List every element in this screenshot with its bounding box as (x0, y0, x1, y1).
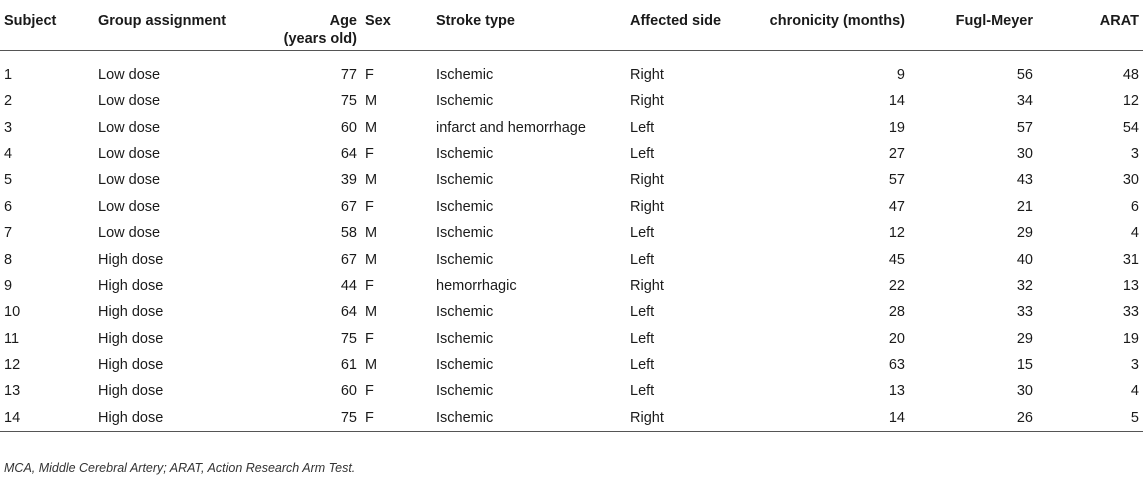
cell-affected-side: Left (630, 251, 655, 268)
cell-subject: 1 (4, 67, 13, 84)
cell-subject: 3 (4, 119, 13, 136)
header-stroke-type: Stroke type (432, 0, 626, 50)
cell-arat: 48 (1122, 67, 1139, 84)
cell-group-assignment: Low dose (98, 172, 161, 189)
cell-chronicity: 22 (888, 277, 905, 294)
cell-chronicity: 47 (888, 198, 905, 215)
cell-affected-side: Right (630, 277, 664, 294)
cell-stroke-type: Ischemic (436, 225, 494, 242)
cell-group-assignment: High dose (98, 304, 164, 321)
cell-chronicity: 19 (888, 119, 905, 136)
cell-affected-side: Right (630, 172, 664, 189)
cell-affected-side: Right (630, 198, 664, 215)
cell-affected-side: Right (626, 405, 737, 431)
cell-group-assignment: High dose (98, 251, 164, 268)
cell-chronicity: 20 (888, 330, 905, 347)
cell-arat: 31 (1122, 251, 1139, 268)
cell-sex: M (365, 119, 378, 136)
cell-chronicity: 57 (888, 172, 905, 189)
table-row (0, 246, 1143, 272)
cell-sex: F (365, 67, 374, 84)
cell-group-assignment: Low dose (98, 67, 161, 84)
cell-subject: 5 (4, 172, 13, 189)
cell-affected-side: Left (630, 225, 655, 242)
cell-sex: F (365, 277, 374, 294)
table-row (0, 167, 1143, 193)
cell-subject: 6 (4, 198, 13, 215)
cell-subject: 2 (4, 93, 13, 110)
cell-fugl-meyer: 40 (1016, 251, 1033, 268)
cell-sex: M (365, 93, 378, 110)
cell-affected-side: Left (630, 119, 655, 136)
table-row (0, 50, 1143, 88)
cell-subject: 8 (4, 251, 13, 268)
cell-subject: 10 (4, 304, 21, 321)
cell-age: 39 (340, 172, 357, 189)
cell-subject: 7 (4, 225, 13, 242)
cell-subject: 9 (4, 277, 13, 294)
cell-sex: F (365, 330, 374, 347)
cell-arat: 6 (1130, 198, 1139, 215)
table-row (0, 352, 1143, 378)
table-row (0, 326, 1143, 352)
cell-fugl-meyer: 32 (1016, 277, 1033, 294)
cell-fugl-meyer: 43 (1016, 172, 1033, 189)
cell-fugl-meyer: 15 (1016, 357, 1033, 374)
cell-affected-side: Left (630, 357, 655, 374)
cell-chronicity: 13 (888, 383, 905, 400)
cell-group-assignment: Low dose (98, 225, 161, 242)
header-fugl-meyer: Fugl-Meyer (909, 0, 1037, 50)
cell-group-assignment: High dose (94, 405, 257, 431)
cell-fugl-meyer: 30 (1016, 383, 1033, 400)
cell-arat: 4 (1130, 225, 1139, 242)
cell-group-assignment: Low dose (98, 145, 161, 162)
cell-group-assignment: High dose (98, 330, 164, 347)
cell-sex: M (365, 304, 378, 321)
cell-fugl-meyer: 57 (1016, 119, 1033, 136)
cell-sex: M (365, 357, 378, 374)
table-row (0, 273, 1143, 299)
cell-fugl-meyer: 21 (1016, 198, 1033, 215)
cell-age: 67 (340, 198, 357, 215)
header-age (257, 0, 361, 50)
cell-stroke-type: Ischemic (436, 357, 494, 374)
cell-arat: 13 (1122, 277, 1139, 294)
cell-chronicity: 9 (896, 67, 905, 84)
cell-age: 60 (340, 383, 357, 400)
cell-age: 67 (340, 251, 357, 268)
cell-sex: F (361, 405, 432, 431)
header-chronicity: chronicity (months) (737, 0, 909, 50)
cell-subject: 14 (0, 405, 94, 431)
cell-sex: M (365, 172, 378, 189)
header-arat: ARAT (1037, 0, 1143, 50)
cell-sex: M (365, 251, 378, 268)
cell-chronicity: 27 (888, 145, 905, 162)
cell-group-assignment: Low dose (98, 119, 161, 136)
cell-stroke-type: Ischemic (436, 145, 494, 162)
cell-fugl-meyer: 26 (909, 405, 1037, 431)
cell-fugl-meyer: 30 (1016, 145, 1033, 162)
cell-stroke-type: Ischemic (436, 198, 494, 215)
cell-sex: F (365, 145, 374, 162)
cell-arat: 19 (1122, 330, 1139, 347)
cell-age: 44 (340, 277, 357, 294)
cell-age: 77 (340, 67, 357, 84)
cell-age: 58 (340, 225, 357, 242)
cell-stroke-type: Ischemic (432, 405, 626, 431)
cell-affected-side: Left (630, 330, 655, 347)
cell-stroke-type: Ischemic (436, 251, 494, 268)
table-row (0, 220, 1143, 246)
table-footnote: MCA, Middle Cerebral Artery; ARAT, Action Research Arm Test. (4, 461, 356, 475)
cell-subject: 11 (4, 330, 20, 347)
table-row (0, 405, 1143, 431)
cell-affected-side: Left (630, 145, 655, 162)
table-body (0, 50, 1143, 431)
cell-chronicity: 14 (737, 405, 909, 431)
header-age-unit: (years old) (283, 31, 357, 47)
cell-arat: 5 (1037, 405, 1143, 431)
cell-stroke-type: hemorrhagic (436, 277, 517, 294)
cell-chronicity: 45 (888, 251, 905, 268)
table-row (0, 114, 1143, 140)
header-affected-side: Affected side (626, 0, 737, 50)
cell-chronicity: 14 (888, 93, 905, 110)
cell-age: 75 (340, 93, 357, 110)
cell-group-assignment: Low dose (98, 93, 161, 110)
header-group-assignment: Group assignment (94, 0, 257, 50)
cell-group-assignment: High dose (98, 383, 164, 400)
cell-stroke-type: Ischemic (436, 93, 494, 110)
cell-affected-side: Right (630, 67, 664, 84)
cell-fugl-meyer: 29 (1016, 225, 1033, 242)
cell-group-assignment: High dose (98, 277, 164, 294)
cell-stroke-type: infarct and hemorrhage (436, 119, 586, 136)
table-row (0, 378, 1143, 404)
table-row (0, 141, 1143, 167)
cell-sex: F (365, 198, 374, 215)
cell-arat: 4 (1130, 383, 1139, 400)
header-sex: Sex (361, 0, 432, 50)
cell-fugl-meyer: 34 (1016, 93, 1033, 110)
cell-subject: 12 (4, 357, 21, 374)
cell-stroke-type: Ischemic (436, 172, 494, 189)
cell-group-assignment: High dose (98, 357, 164, 374)
header-row (0, 0, 1143, 50)
cell-arat: 54 (1122, 119, 1139, 136)
cell-fugl-meyer: 29 (1016, 330, 1033, 347)
cell-subject: 13 (4, 383, 21, 400)
cell-arat: 12 (1122, 93, 1139, 110)
cell-arat: 30 (1122, 172, 1139, 189)
cell-stroke-type: Ischemic (436, 383, 494, 400)
cell-arat: 3 (1130, 145, 1139, 162)
cell-affected-side: Left (630, 304, 655, 321)
cell-fugl-meyer: 33 (1016, 304, 1033, 321)
cell-age: 61 (340, 357, 357, 374)
cell-affected-side: Right (630, 93, 664, 110)
table-row (0, 299, 1143, 325)
cell-arat: 33 (1122, 304, 1139, 321)
cell-arat: 3 (1130, 357, 1139, 374)
table-row (0, 88, 1143, 114)
cell-group-assignment: Low dose (98, 198, 161, 215)
cell-fugl-meyer: 56 (1016, 67, 1033, 84)
cell-chronicity: 12 (888, 225, 905, 242)
cell-affected-side: Left (630, 383, 655, 400)
cell-stroke-type: Ischemic (436, 304, 494, 321)
cell-stroke-type: Ischemic (436, 330, 494, 347)
cell-chronicity: 28 (888, 304, 905, 321)
cell-subject: 4 (4, 145, 13, 162)
header-subject: Subject (0, 0, 94, 50)
cell-sex: F (365, 383, 374, 400)
cell-age: 64 (340, 304, 357, 321)
table-row (0, 194, 1143, 220)
cell-age: 75 (340, 330, 357, 347)
cell-chronicity: 63 (888, 357, 905, 374)
cell-sex: M (365, 225, 378, 242)
cell-age: 64 (340, 145, 357, 162)
cell-age: 60 (340, 119, 357, 136)
cell-stroke-type: Ischemic (436, 67, 494, 84)
header-age-label: Age (329, 13, 357, 29)
cell-age: 75 (257, 405, 361, 431)
